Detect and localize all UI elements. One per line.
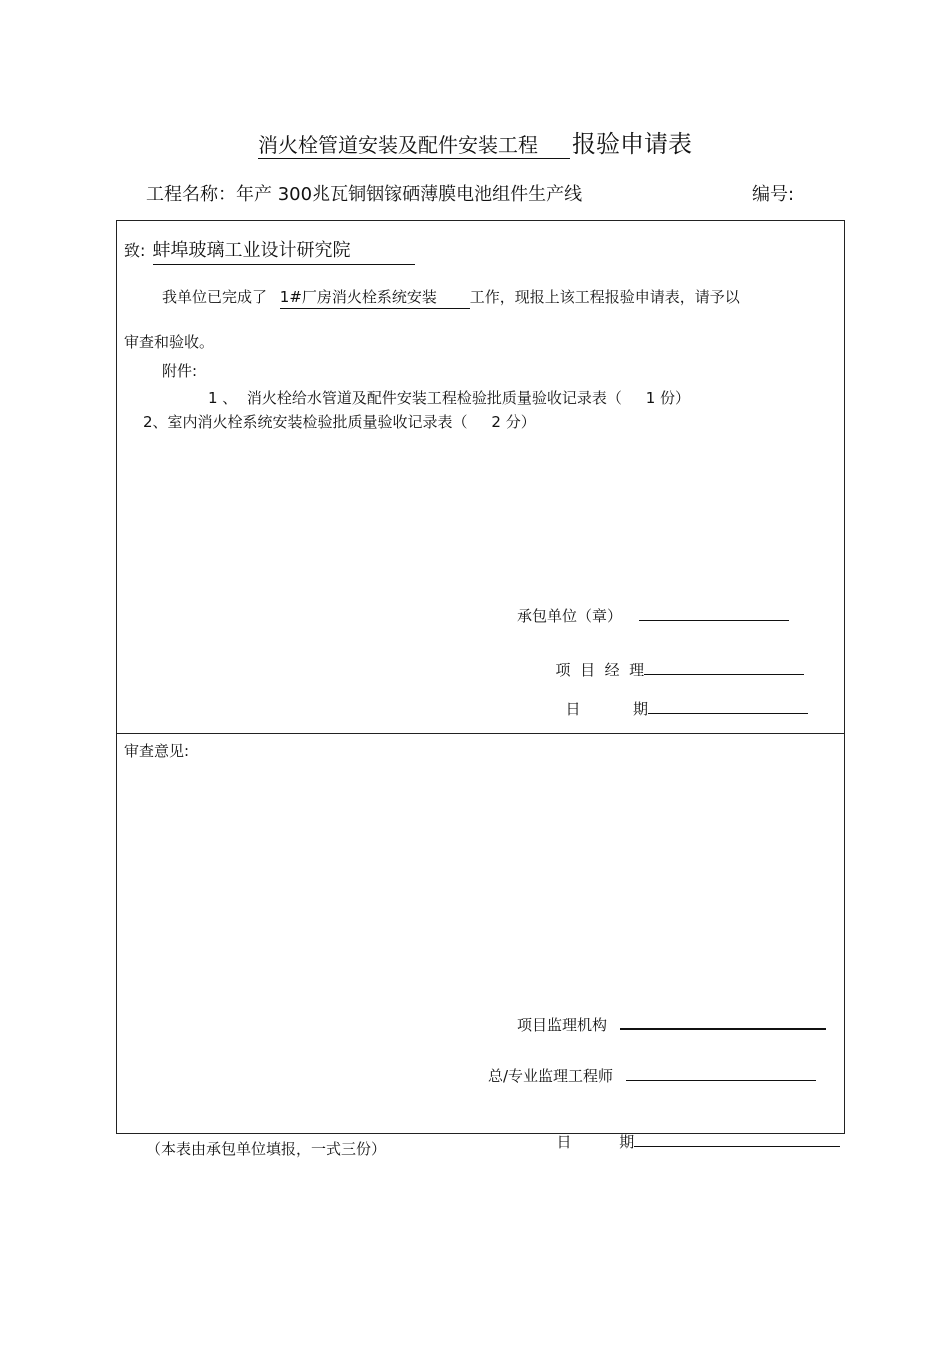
footer-note: （本表由承包单位填报，一式三份） [146,1140,387,1158]
project-name-value: 年产 300兆瓦铜铟镓硒薄膜电池组件生产线 [236,184,583,205]
contractor-label: 承包单位（章） [517,607,623,625]
date-label-2: 日 期 [556,1133,635,1151]
manager-signature-row [546,641,804,680]
engineer-signature-line[interactable] [626,1066,816,1081]
form-title-main: 消火栓管道安装及配件安装工程 [258,133,538,157]
body-line-2: 审查和验收。 [124,333,215,351]
project-name-label: 工程名称： [146,184,236,205]
addressee-value: 蚌埠玻璃工业设计研究院 [153,236,415,265]
engineer-signature-row [488,1065,816,1086]
date-row-2 [547,1113,840,1152]
body-prefix: 我单位已完成了 [162,288,268,306]
agency-signature-line[interactable] [620,1014,826,1030]
review-opinion-label: 审查意见: [124,742,190,760]
contractor-signature-row [517,605,789,626]
body-suffix: 工作，现报上该工程报验申请表，请予以 [469,288,740,306]
date-line-1[interactable] [648,699,808,714]
attachments-label: 附件: [162,362,198,380]
title-blank-line [538,138,570,159]
engineer-label: 总/专业监理工程师 [488,1067,614,1085]
date-line-2[interactable] [634,1132,840,1147]
manager-signature-line[interactable] [644,660,804,675]
addressee-row [124,236,415,265]
attachment-item-1: 1 、 消火栓给水管道及配件安装工程检验批质量验收记录表（ 1 份） [208,389,691,407]
contractor-signature-line[interactable] [639,606,789,621]
addressee-label: 致: [124,241,146,260]
body-paragraph [162,286,740,309]
manager-label: 项 目 经 理 [555,661,645,679]
agency-label: 项目监理机构 [517,1016,608,1034]
date-row-1 [556,680,808,719]
form-title-suffix: 报验申请表 [572,130,692,158]
form-title [0,124,950,159]
date-label-1: 日 期 [565,700,648,718]
attachment-item-2: 2、室内消火栓系统安装检验批质量验收记录表（ 2 分） [143,413,536,431]
completed-work-field: 1#厂房消火栓系统安装 [280,286,470,309]
project-name-row [146,180,582,206]
form-number-label: 编号: [752,184,795,205]
agency-signature-row [517,1014,826,1035]
